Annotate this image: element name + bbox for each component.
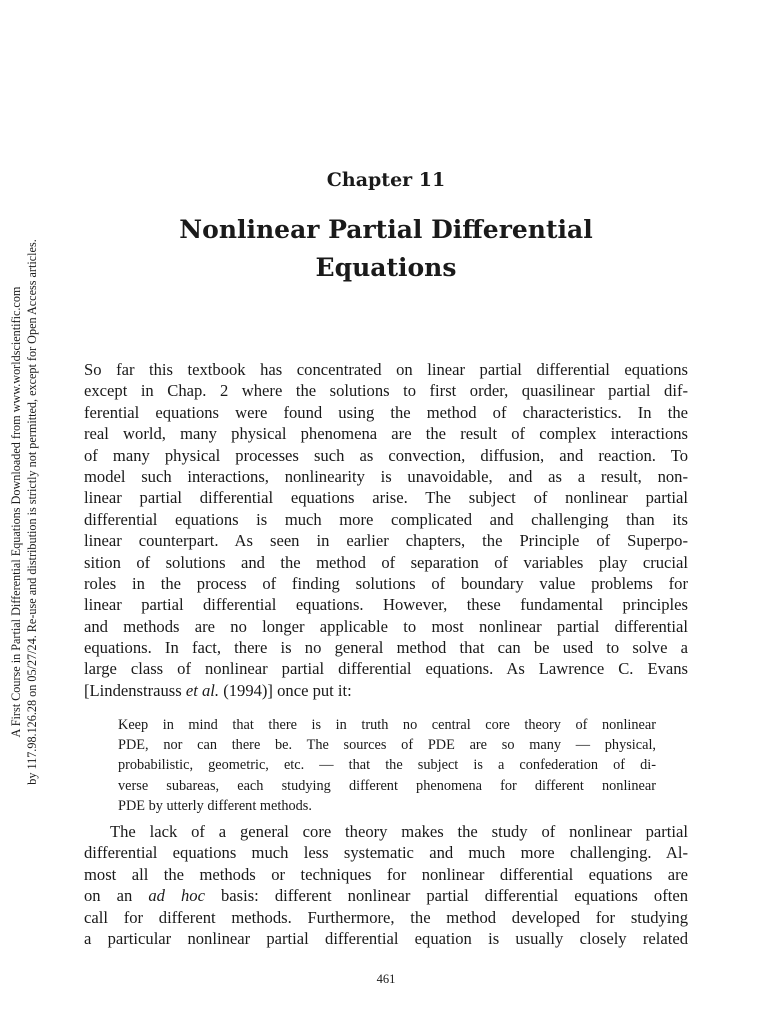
paragraph-line: So far this textbook has concentrated on linear partial differential equations <box>84 360 688 379</box>
quote-line: PDE, nor can there be. The sources of PDE are so many — physical, <box>118 737 656 754</box>
paragraph-line: differential equations much less systematic and much more challenging. Al- <box>84 843 688 863</box>
paragraph-line: linear partial differential equations arise. The subject of nonlinear partial <box>84 488 688 508</box>
paragraph-line: sition of solutions and the method of separation of variables play crucial <box>84 552 688 572</box>
paragraph-text: basis: different nonlinear partial differential equations often <box>204 886 688 906</box>
quote-line: Keep in mind that there is in truth no central core theory of nonlinear <box>118 717 656 733</box>
block-quote <box>118 715 656 816</box>
citation-text: [Lindenstrauss <box>84 680 186 700</box>
ad-hoc-emphasis: ad hoc <box>148 886 205 906</box>
paragraph-line: ferential equations were found using the method of characteristics. In the <box>84 402 688 422</box>
quote-line: PDE by utterly different methods. <box>118 797 312 814</box>
paragraph-line: model such interactions, nonlinearity is unavoidable, and as a result, non- <box>84 466 688 486</box>
intro-paragraph <box>84 359 688 701</box>
paragraph-line: The lack of a general core theory makes the study of nonlinear partial <box>110 822 688 841</box>
paragraph-line: equations. In fact, there is no general method that can be used to solve a <box>84 638 688 658</box>
download-notice-line: by 117.98.126.28 on 05/27/24. Re-use and distribution is strictly not permitted, except for Open Access articles. <box>25 239 39 785</box>
paragraph-line: differential equations is much more complicated and challenging than its <box>84 509 688 529</box>
citation-emphasis: et al. <box>185 680 220 700</box>
paragraph-line: large class of nonlinear partial differential equations. As Lawrence C. Evans <box>84 659 688 679</box>
paragraph-line: roles in the process of finding solutions of boundary value problems for <box>84 573 688 593</box>
paragraph-line <box>84 680 688 701</box>
page-number: 461 <box>376 972 396 986</box>
paragraph-line: linear counterpart. As seen in earlier chapters, the Principle of Superpo- <box>84 531 688 551</box>
chapter-label: Chapter 11 <box>326 169 446 191</box>
paragraph-line: of many physical processes such as convection, diffusion, and reaction. To <box>84 445 688 465</box>
paragraph-line: linear partial differential equations. However, these fundamental principles <box>84 595 688 615</box>
quote-line: verse subareas, each studying different phenomena for different nonlinear <box>118 777 656 794</box>
paragraph-line: call for different methods. Furthermore, the method developed for studying <box>84 907 688 927</box>
paragraph-line <box>84 885 688 906</box>
chapter-title <box>84 211 688 287</box>
second-paragraph <box>84 821 688 949</box>
download-notice-line: A First Course in Partial Differential Equations Downloaded from www.worldscientific.com <box>9 286 23 738</box>
chapter-title-line: Equations <box>315 253 457 282</box>
download-notice-text <box>8 212 40 812</box>
download-notice <box>0 0 48 1024</box>
quote-line: probabilistic, geometric, etc. — that the subject is a confederation of di- <box>118 757 656 774</box>
citation-text: (1994)] once put it: <box>219 680 352 700</box>
paragraph-text: on an <box>84 886 149 906</box>
paragraph-line: real world, many physical phenomena are the result of complex interactions <box>84 424 688 444</box>
paragraph-line: and methods are no longer applicable to most nonlinear partial differential <box>84 616 688 636</box>
paragraph-line: most all the methods or techniques for nonlinear differential equations are <box>84 864 688 884</box>
paragraph-line: except in Chap. 2 where the solutions to first order, quasilinear partial dif- <box>84 381 688 401</box>
paragraph-line: a particular nonlinear partial differential equation is usually closely related <box>84 928 688 948</box>
chapter-title-line: Nonlinear Partial Differential <box>179 215 593 244</box>
